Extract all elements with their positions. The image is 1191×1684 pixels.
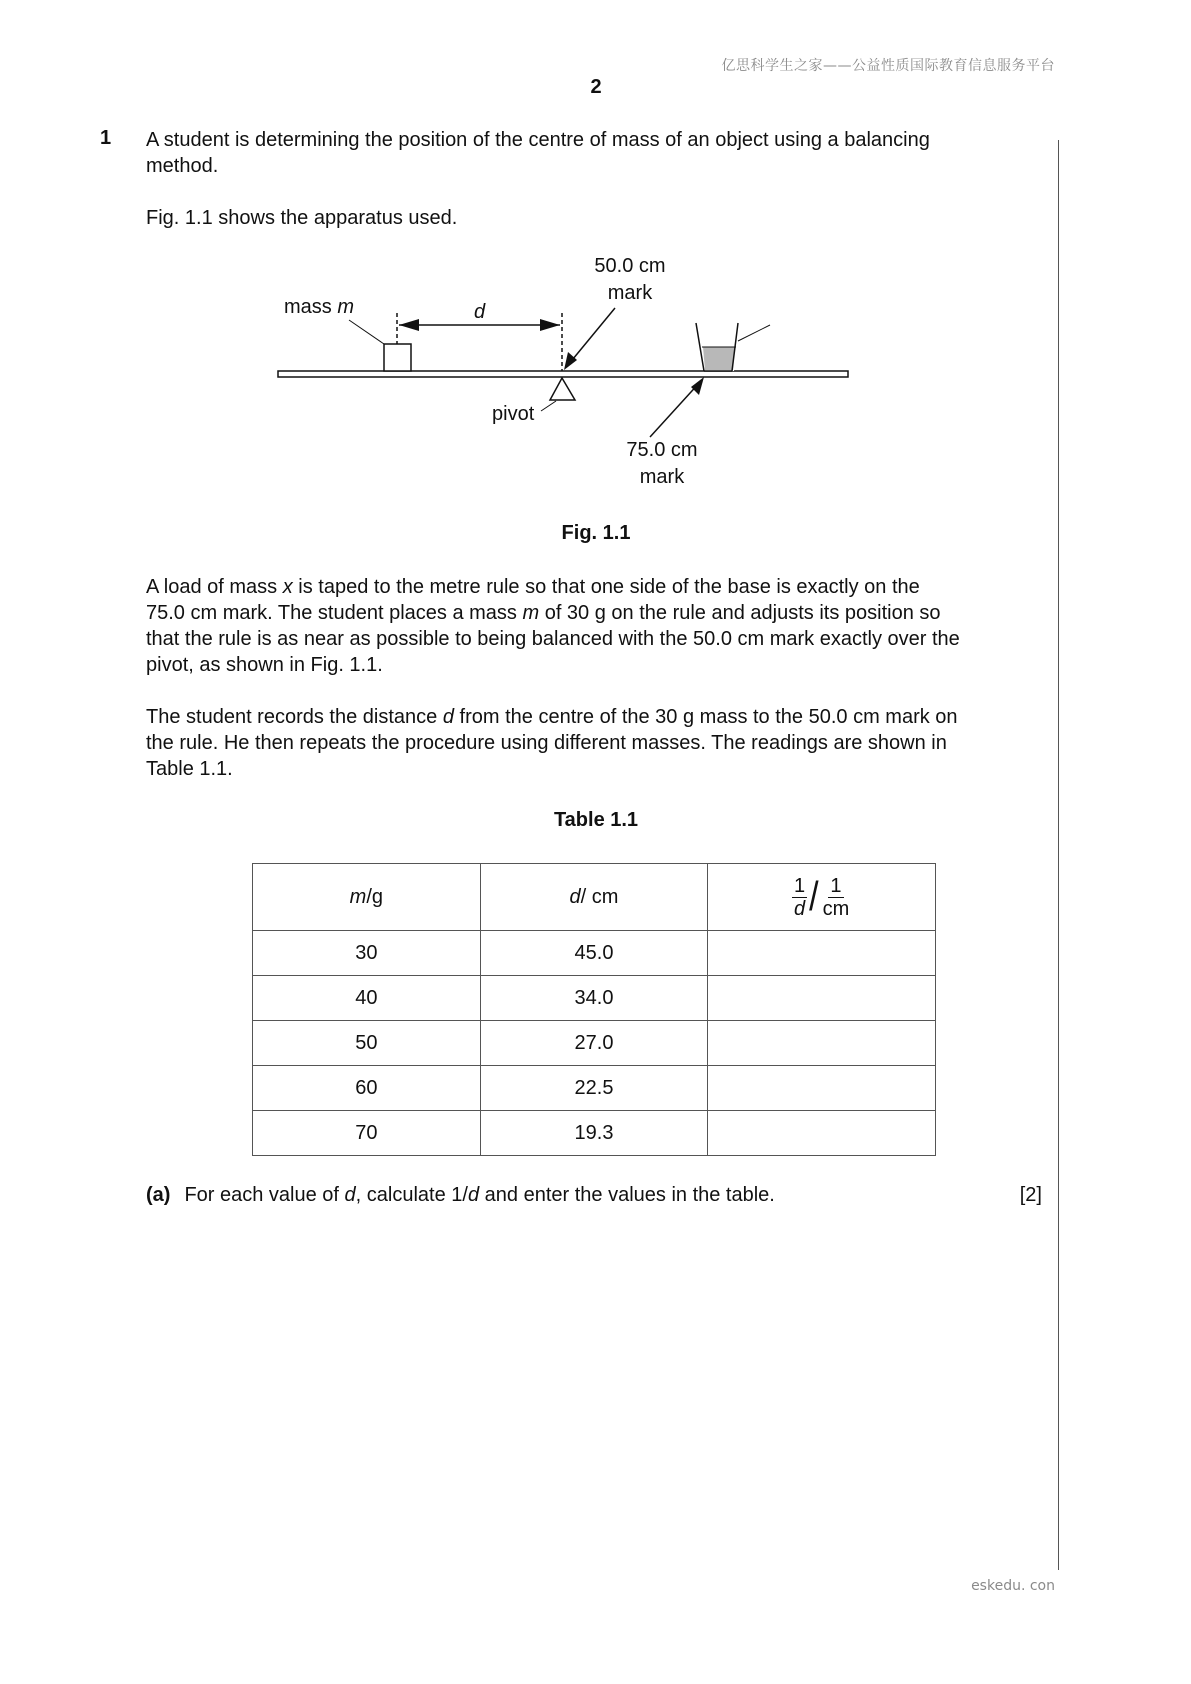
question-number: 1 bbox=[100, 127, 112, 149]
header-frac-left-den: d bbox=[794, 897, 806, 920]
table-row bbox=[253, 1066, 936, 1111]
pivot-triangle bbox=[550, 378, 575, 400]
part-a-text4: d bbox=[467, 1184, 480, 1206]
header-watermark: 亿思科学生之家——公益性质国际教育信息服务平台 bbox=[721, 58, 1055, 74]
header-distance bbox=[480, 864, 708, 931]
label-d bbox=[474, 301, 485, 324]
figure-1-1 bbox=[0, 0, 1191, 560]
header-mass-var: m bbox=[349, 885, 367, 908]
p1-l2c: of 30 g on the rule and adjusts its position so bbox=[539, 602, 941, 624]
figure-caption: Fig. 1.1 bbox=[561, 522, 631, 544]
cell-mass: 30 bbox=[253, 931, 481, 976]
p1-l1a: A load of mass bbox=[146, 576, 283, 598]
p2-line-1 bbox=[146, 704, 1042, 730]
beaker-leader-line bbox=[738, 325, 770, 341]
part-a-label: (a) bbox=[146, 1184, 171, 1206]
page-number: 2 bbox=[590, 76, 602, 98]
p2-l1b: d bbox=[442, 706, 454, 728]
mass-block bbox=[384, 344, 411, 371]
part-a-marks: [2] bbox=[1019, 1184, 1042, 1206]
table-header-row bbox=[253, 864, 936, 931]
table-row bbox=[253, 1111, 936, 1156]
p2-line-2: the rule. He then repeats the procedure using different masses. The readings are shown in bbox=[146, 732, 947, 754]
cell-inverse-d[interactable] bbox=[708, 1111, 936, 1156]
label-pivot: pivot bbox=[492, 403, 535, 425]
header-distance-var: d bbox=[569, 885, 581, 908]
header-distance-unit: / cm bbox=[580, 885, 619, 908]
table-row bbox=[253, 931, 936, 976]
mark-50-arrow-line bbox=[568, 308, 615, 365]
cell-distance: 22.5 bbox=[480, 1066, 708, 1111]
footer-watermark: eskedu. con bbox=[971, 1578, 1055, 1594]
label-mass-var: m bbox=[337, 296, 355, 318]
header-frac-left bbox=[792, 875, 807, 920]
cell-inverse-d[interactable] bbox=[708, 1066, 936, 1111]
header-mass bbox=[253, 864, 481, 931]
part-a-text5: and enter the values in the table. bbox=[479, 1184, 775, 1206]
label-mass-text: mass bbox=[284, 296, 332, 318]
cell-distance: 19.3 bbox=[480, 1111, 708, 1156]
p1-l2a: 75.0 cm mark. The student places a mass bbox=[146, 602, 523, 624]
mark-75-arrow-line bbox=[650, 381, 701, 437]
table-row bbox=[253, 1021, 936, 1066]
label-d-var: d bbox=[474, 301, 486, 323]
p1-l1c: is taped to the metre rule so that one side of the base is exactly on the bbox=[292, 576, 920, 598]
label-75-mark: mark bbox=[639, 466, 685, 488]
cell-inverse-d[interactable] bbox=[708, 976, 936, 1021]
cell-distance: 27.0 bbox=[480, 1021, 708, 1066]
header-slash: / bbox=[809, 873, 819, 920]
p1-line-2 bbox=[146, 600, 1042, 626]
cell-distance: 34.0 bbox=[480, 976, 708, 1021]
cell-inverse-d[interactable] bbox=[708, 931, 936, 976]
intro-line-1: A student is determining the position of the centre of mass of an object using a balancing bbox=[146, 129, 930, 151]
mass-leader-line bbox=[349, 320, 384, 344]
p1-line-1 bbox=[146, 574, 1042, 600]
figure-intro-text: Fig. 1.1 shows the apparatus used. bbox=[146, 207, 458, 229]
paragraph-2 bbox=[146, 704, 1042, 782]
table-caption: Table 1.1 bbox=[553, 809, 639, 831]
header-mass-unit: /g bbox=[366, 885, 383, 908]
p1-l2b: m bbox=[522, 602, 540, 624]
cell-distance: 45.0 bbox=[480, 931, 708, 976]
part-a-text1: For each value of bbox=[184, 1184, 345, 1206]
header-inverse-d bbox=[708, 864, 936, 931]
label-75-cm: 75.0 cm bbox=[626, 439, 698, 461]
pivot-leader-line bbox=[541, 401, 556, 411]
header-frac-left-num: 1 bbox=[794, 874, 806, 897]
label-mass-m bbox=[284, 296, 354, 319]
metre-rule bbox=[278, 371, 848, 377]
cell-mass: 50 bbox=[253, 1021, 481, 1066]
part-a-text3: , calculate 1/ bbox=[355, 1184, 468, 1206]
d-arrow-head-right bbox=[540, 319, 560, 331]
mark-50-arrow-head bbox=[564, 352, 577, 370]
p2-l1c: from the centre of the 30 g mass to the 50.0 cm mark on bbox=[453, 706, 958, 728]
mark-75-arrow-head bbox=[691, 377, 704, 395]
intro-line-2: method. bbox=[146, 155, 219, 177]
readings-table bbox=[252, 863, 936, 1156]
beaker-liquid bbox=[703, 347, 735, 370]
p1-line-4: pivot, as shown in Fig. 1.1. bbox=[146, 654, 383, 676]
label-50-cm: 50.0 cm bbox=[594, 255, 666, 277]
apparatus-diagram bbox=[0, 0, 1191, 560]
header-frac-right-num: 1 bbox=[830, 874, 842, 897]
part-a-text2: d bbox=[344, 1184, 356, 1206]
p2-line-3: Table 1.1. bbox=[146, 758, 233, 780]
d-arrow-head-left bbox=[399, 319, 419, 331]
p1-line-3: that the rule is as near as possible to being balanced with the 50.0 cm mark exactly over the bbox=[146, 628, 960, 650]
paragraph-1 bbox=[146, 574, 1042, 678]
label-50-mark: mark bbox=[607, 282, 653, 304]
table-row bbox=[253, 976, 936, 1021]
header-frac-right bbox=[821, 875, 852, 920]
cell-inverse-d[interactable] bbox=[708, 1021, 936, 1066]
header-frac-right-den: cm bbox=[822, 897, 850, 920]
cell-mass: 70 bbox=[253, 1111, 481, 1156]
p2-l1a: The student records the distance bbox=[146, 706, 443, 728]
cell-mass: 40 bbox=[253, 976, 481, 1021]
part-a bbox=[146, 1184, 775, 1207]
cell-mass: 60 bbox=[253, 1066, 481, 1111]
p1-l1b: x bbox=[282, 576, 293, 598]
